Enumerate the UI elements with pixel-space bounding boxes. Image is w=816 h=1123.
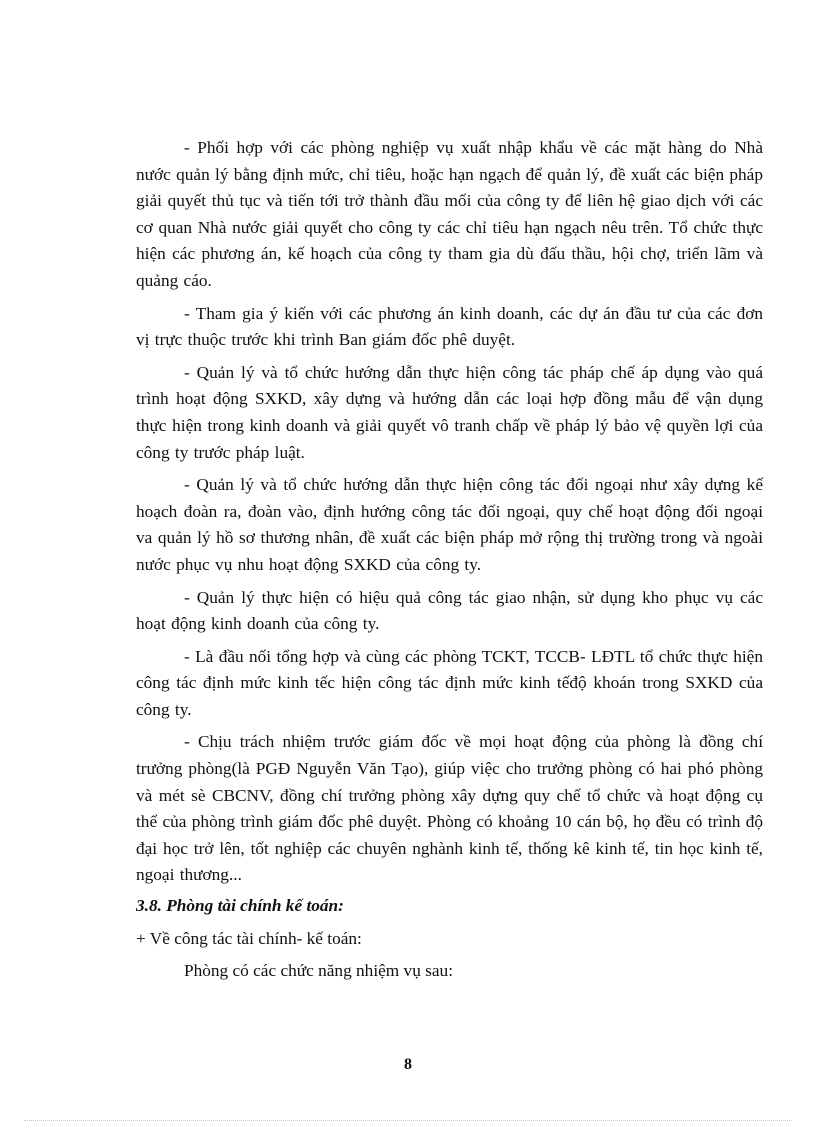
intro-line: Phòng có các chức năng nhiệm vụ sau: [184,961,453,981]
subheading: + Về công tác tài chính- kế toán: [136,928,362,948]
paragraph-coordination: - Phối hợp với các phòng nghiệp vụ xuất nhập khẩu về các mặt hàng do Nhà nước quản lý bằng định mức, chỉ tiêu, hoặc hạn ngạch để quản lý, đề xuất các biện pháp giải quyết thủ tục và tiến tới trở thành đầu mối của công ty để liên hệ giao dịch với các cơ quan Nhà nước giải quyết cho công ty các chỉ tiêu hạn ngạch nêu trên. Tổ chức thực hiện các phương án, kế hoạch của công ty tham gia dù đấu thầu, hội chợ, triển lãm và quảng cáo. [136,138,763,290]
paragraph-logistics: - Quản lý thực hiện có hiệu quả công tác giao nhận, sử dụng kho phục vụ các hoạt động kinh doanh của công ty. [136,587,763,634]
paragraph-norms: - Là đầu nối tổng hợp và cùng các phòng TCKT, TCCB- LĐTL tổ chức thực hiện công tác định mức kinh tếc hiện công tác định mức kinh tếđộ khoán trong SXKD của công ty. [136,646,763,719]
paragraph-opinions: - Tham gia ý kiến với các phương án kinh doanh, các dự án đầu tư của các đơn vị trực thuộc trước khi trình Ban giám đốc phê duyệt. [136,303,763,350]
footer-divider [24,1120,792,1121]
paragraph-legal: - Quản lý và tổ chức hướng dẫn thực hiện công tác pháp chế áp dụng vào quá trình hoạt động SXKD, xây dựng và hướng dẫn các loại hợp đồng mẫu để vận dụng thực hiện trong kinh doanh và giải quyết vô tranh chấp về pháp lý bảo vệ quyền lợi của công ty trước pháp luật. [136,362,763,462]
page-body [136,135,763,985]
section-heading: 3.8. Phòng tài chính kế toán: [136,896,344,916]
paragraph-responsibility: - Chịu trách nhiệm trước giám đốc về mọi hoạt động của phòng là đồng chí trưởng phòng(là PGĐ Nguyễn Văn Tạo), giúp việc cho trưởng phòng có hai phó phòng và mét sè CBCNV, đồng chí trưởng phòng xây dựng quy chế tổ chức và hoạt động cụ thể của phòng trình giám đốc phê duyệt. Phòng có khoảng 10 cán bộ, họ đều có trình độ đại học trở lên, tốt nghiệp các chuyên nghành kinh tế, thống kê kinh tế, tin học kinh tế, ngoại thương... [136,732,763,885]
paragraph-foreign-affairs: - Quản lý và tổ chức hướng dẫn thực hiện công tác đối ngoại như xây dựng kế hoạch đoàn ra, đoàn vào, định hướng công tác đối ngoại, quy chế hoạt động đối ngoại va quản lý hồ sơ thương nhân, đề xuất các biện pháp mở rộng thị trường trong và ngoài nước phục vụ nhu hoạt động SXKD của công ty. [136,475,763,574]
page-number: 8 [404,1056,412,1073]
